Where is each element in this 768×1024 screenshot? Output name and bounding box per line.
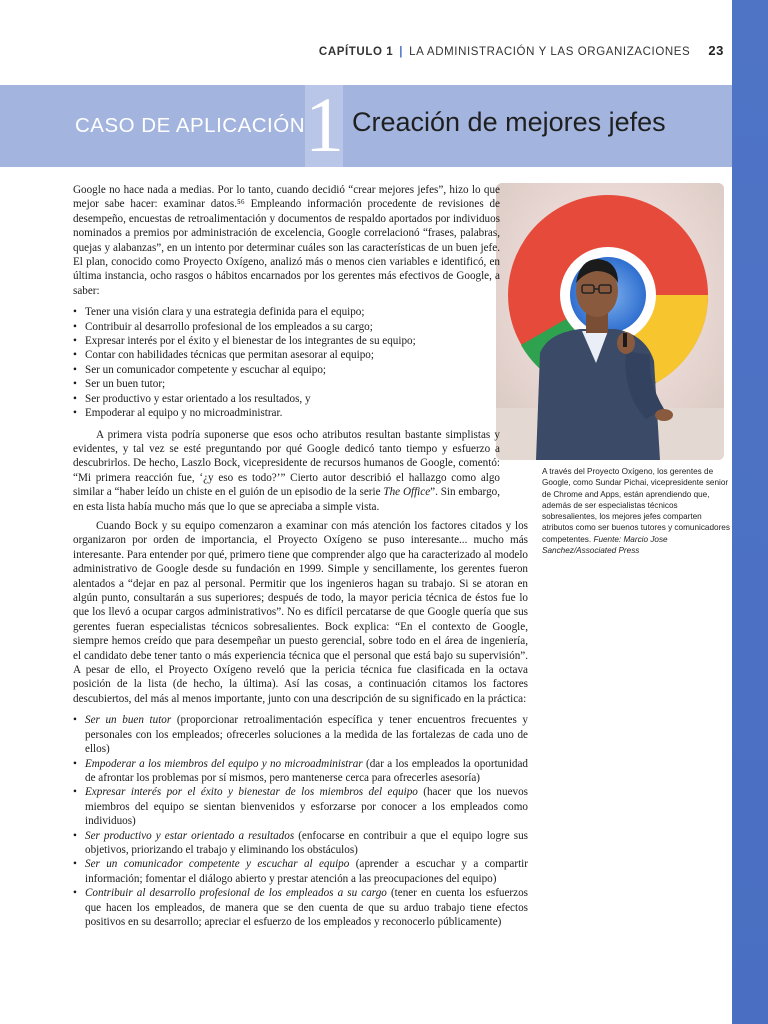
list-item <box>73 886 528 929</box>
paragraph-two-end: ”. Sin embargo, en esta lista había mucho más que lo que se apreciaba a simple vista. <box>73 486 500 513</box>
factor-term: Empoderar a los miembros del equipo y no microadministrar <box>85 757 363 770</box>
factor-term: Ser productivo y estar orientado a resultados <box>85 829 295 842</box>
case-banner <box>0 81 732 168</box>
list-item: • Ser un comunicador competente y escuchar al equipo; <box>73 363 500 377</box>
factor-description: (tener en cuenta los esfuerzos que hacen los empleados, de manera que se den cuenta de que su arduo trabajo tiene efectos positivos en su desarrollo; apreciar el esfuerzo de los empleados y reconocerlo públicamente) <box>85 887 528 928</box>
list-item: • Contribuir al desarrollo profesional de los empleados a su cargo; <box>73 320 500 334</box>
case-number: 1 <box>305 81 344 168</box>
main-body-block <box>73 519 528 929</box>
paragraph-two-text: A primera vista podría suponerse que esos ocho atributos resultan bastante simplistas y evidentes, y tal vez se esté preguntando por qué Google dedicó tanto tiempo y esfuerzo a descubrirlos. De hecho, Laszlo Bock, vicepresidente de recursos humanos de Google, comentó: “Mi primera reacción fue, ‘¿y eso es todo?’” Cierto autor describió el hallazgo como algo similar a “haber leído un chiste en el guión de un episodio de la serie <box>73 428 500 499</box>
side-color-bar <box>732 0 768 1024</box>
photo-caption <box>542 466 732 556</box>
list-item: • Empoderar al equipo y no microadministrar. <box>73 406 500 420</box>
chapter-title: LA ADMINISTRACIÓN Y LAS ORGANIZACIONES <box>409 46 691 58</box>
factor-term: Ser un buen tutor <box>85 714 172 727</box>
list-item: • Tener una visión clara y una estrategia definida para el equipo; <box>73 305 500 319</box>
sundar-pichai-photo <box>496 183 724 460</box>
running-header <box>0 43 724 58</box>
paragraph-two <box>73 428 500 514</box>
list-item: • Contar con habilidades técnicas que permitan asesorar al equipo; <box>73 348 500 362</box>
list-item <box>73 829 528 858</box>
caption-text: A través del Proyecto Oxígeno, los gerentes de Google, como Sundar Pichai, vicepresidente senior de Chrome and Apps, están aprendiendo que, además de ser especialistas técnicos sobresalientes, los mejores jefes comparten atributos como ser buenos tutores y comunicadores competentes. <box>542 467 730 544</box>
case-label: CASO DE APLICACIÓN <box>75 114 306 137</box>
factor-description: (proporcionar retroalimentación específica y tener encuentros frecuentes y personales con los empleados; ofrecerles soluciones a la medida de las fortalezas de cada uno de ellos) <box>85 714 528 756</box>
traits-list <box>73 305 500 420</box>
list-item <box>73 757 528 786</box>
factor-term: Expresar interés por el éxito y bienestar de los miembros del equipo <box>85 786 418 799</box>
ranked-factors-list <box>73 713 528 929</box>
factor-description: (dar a los empleados la oportunidad de afrontar los problemas por sí mismos, pero mantenerse cerca para ofrecerles asesoría) <box>85 757 528 784</box>
list-item: • Expresar interés por el éxito y el bienestar de los integrantes de su equipo; <box>73 334 500 348</box>
list-item: • Ser un buen tutor; <box>73 377 500 391</box>
factor-description: (aprender a escuchar y a compartir información; fomentar el diálogo abierto y prestar atención a las preocupaciones del equipo) <box>85 858 528 885</box>
factor-description: (hacer que los nuevos miembros del equipo se sientan bienvenidos y esforzarse por conocer a los empleados como individuos) <box>85 786 528 828</box>
speaker-illustration <box>496 183 724 460</box>
factor-term: Ser un comunicador competente y escuchar al equipo <box>85 858 350 871</box>
chapter-label: CAPÍTULO 1 <box>318 46 394 58</box>
case-title: Creación de mejores jefes <box>352 107 666 137</box>
paragraph-three: Cuando Bock y su equipo comenzaron a examinar con más atención los factores citados y los organizaron por orden de importancia, el Proyecto Oxígeno se puso interesante... mucho más interesante. Para entender por qué, primero tiene que comprender algo que ha caracterizado al modelo administrativo de Google desde su fundación en 1999. Simple y sencillamente, los gerentes fueron alentados a “dejar en paz al personal. Permitir que los ingenieros hagan su trabajo. Si se atoran en algún punto, consultarán a sus superiores; después de todo, la mayor pericia técnica de éstos fue lo que los llevó a ocupar cargos administrativos”. No es difícil percatarse de que Google quería que sus gerentes fueran especialistas técnicos sobresalientes. Bock explica: “En el contexto de Google, siempre hemos creído que para desempeñar un puesto gerencial, sobre todo en el área de ingeniería, el candidato debe tener tanto o más experiencia técnica que el personal que está bajo su supervisión”. A pesar de ello, el Proyecto Oxígeno reveló que la pericia técnica fue clasificada en la octava posición de la lista (de hecho, la última). Así las cosas, a continuación citamos los factores descubiertos, del más al menos importante, junto con una descripción de su significado en la práctica: <box>73 520 528 705</box>
list-item <box>73 713 528 756</box>
series-title: The Office <box>383 486 431 499</box>
intro-paragraph: Google no hace nada a medias. Por lo tanto, cuando decidió “crear mejores jefes”, hizo lo que mejor sabe hacer: examinar datos.⁵⁶ Empleando información procedente de revisiones de desempeño, encuestas de retroalimentación y documentos de respaldo aportados por individuos nominados a premios por administración de excelencia, Google correlacionó “frases, palabras, quejas y alabanzas”, en un intento por determinar cuáles son las características de un buen jefe. El plan, conocido como Proyecto Oxígeno, analizó más o menos cien variables e identificó, en última instancia, ocho rasgos o hábitos encarnados por los gerentes más efectivos de Google, a saber: <box>73 184 500 297</box>
intro-paragraph-block <box>73 183 500 514</box>
header-separator: | <box>399 46 404 58</box>
caption-credit: Fuente: Marcio Jose Sanchez/Associated Press <box>542 534 668 556</box>
list-item <box>73 785 528 828</box>
factor-term: Contribuir al desarrollo profesional de los empleados a su cargo <box>85 887 387 900</box>
factor-description: (enfocarse en contribuir a que el equipo logre sus objetivos, priorizando el trabajo y eliminando los obstáculos) <box>85 829 528 856</box>
list-item <box>73 857 528 886</box>
list-item: • Ser productivo y estar orientado a los resultados, y <box>73 392 500 406</box>
page-number: 23 <box>708 43 724 58</box>
